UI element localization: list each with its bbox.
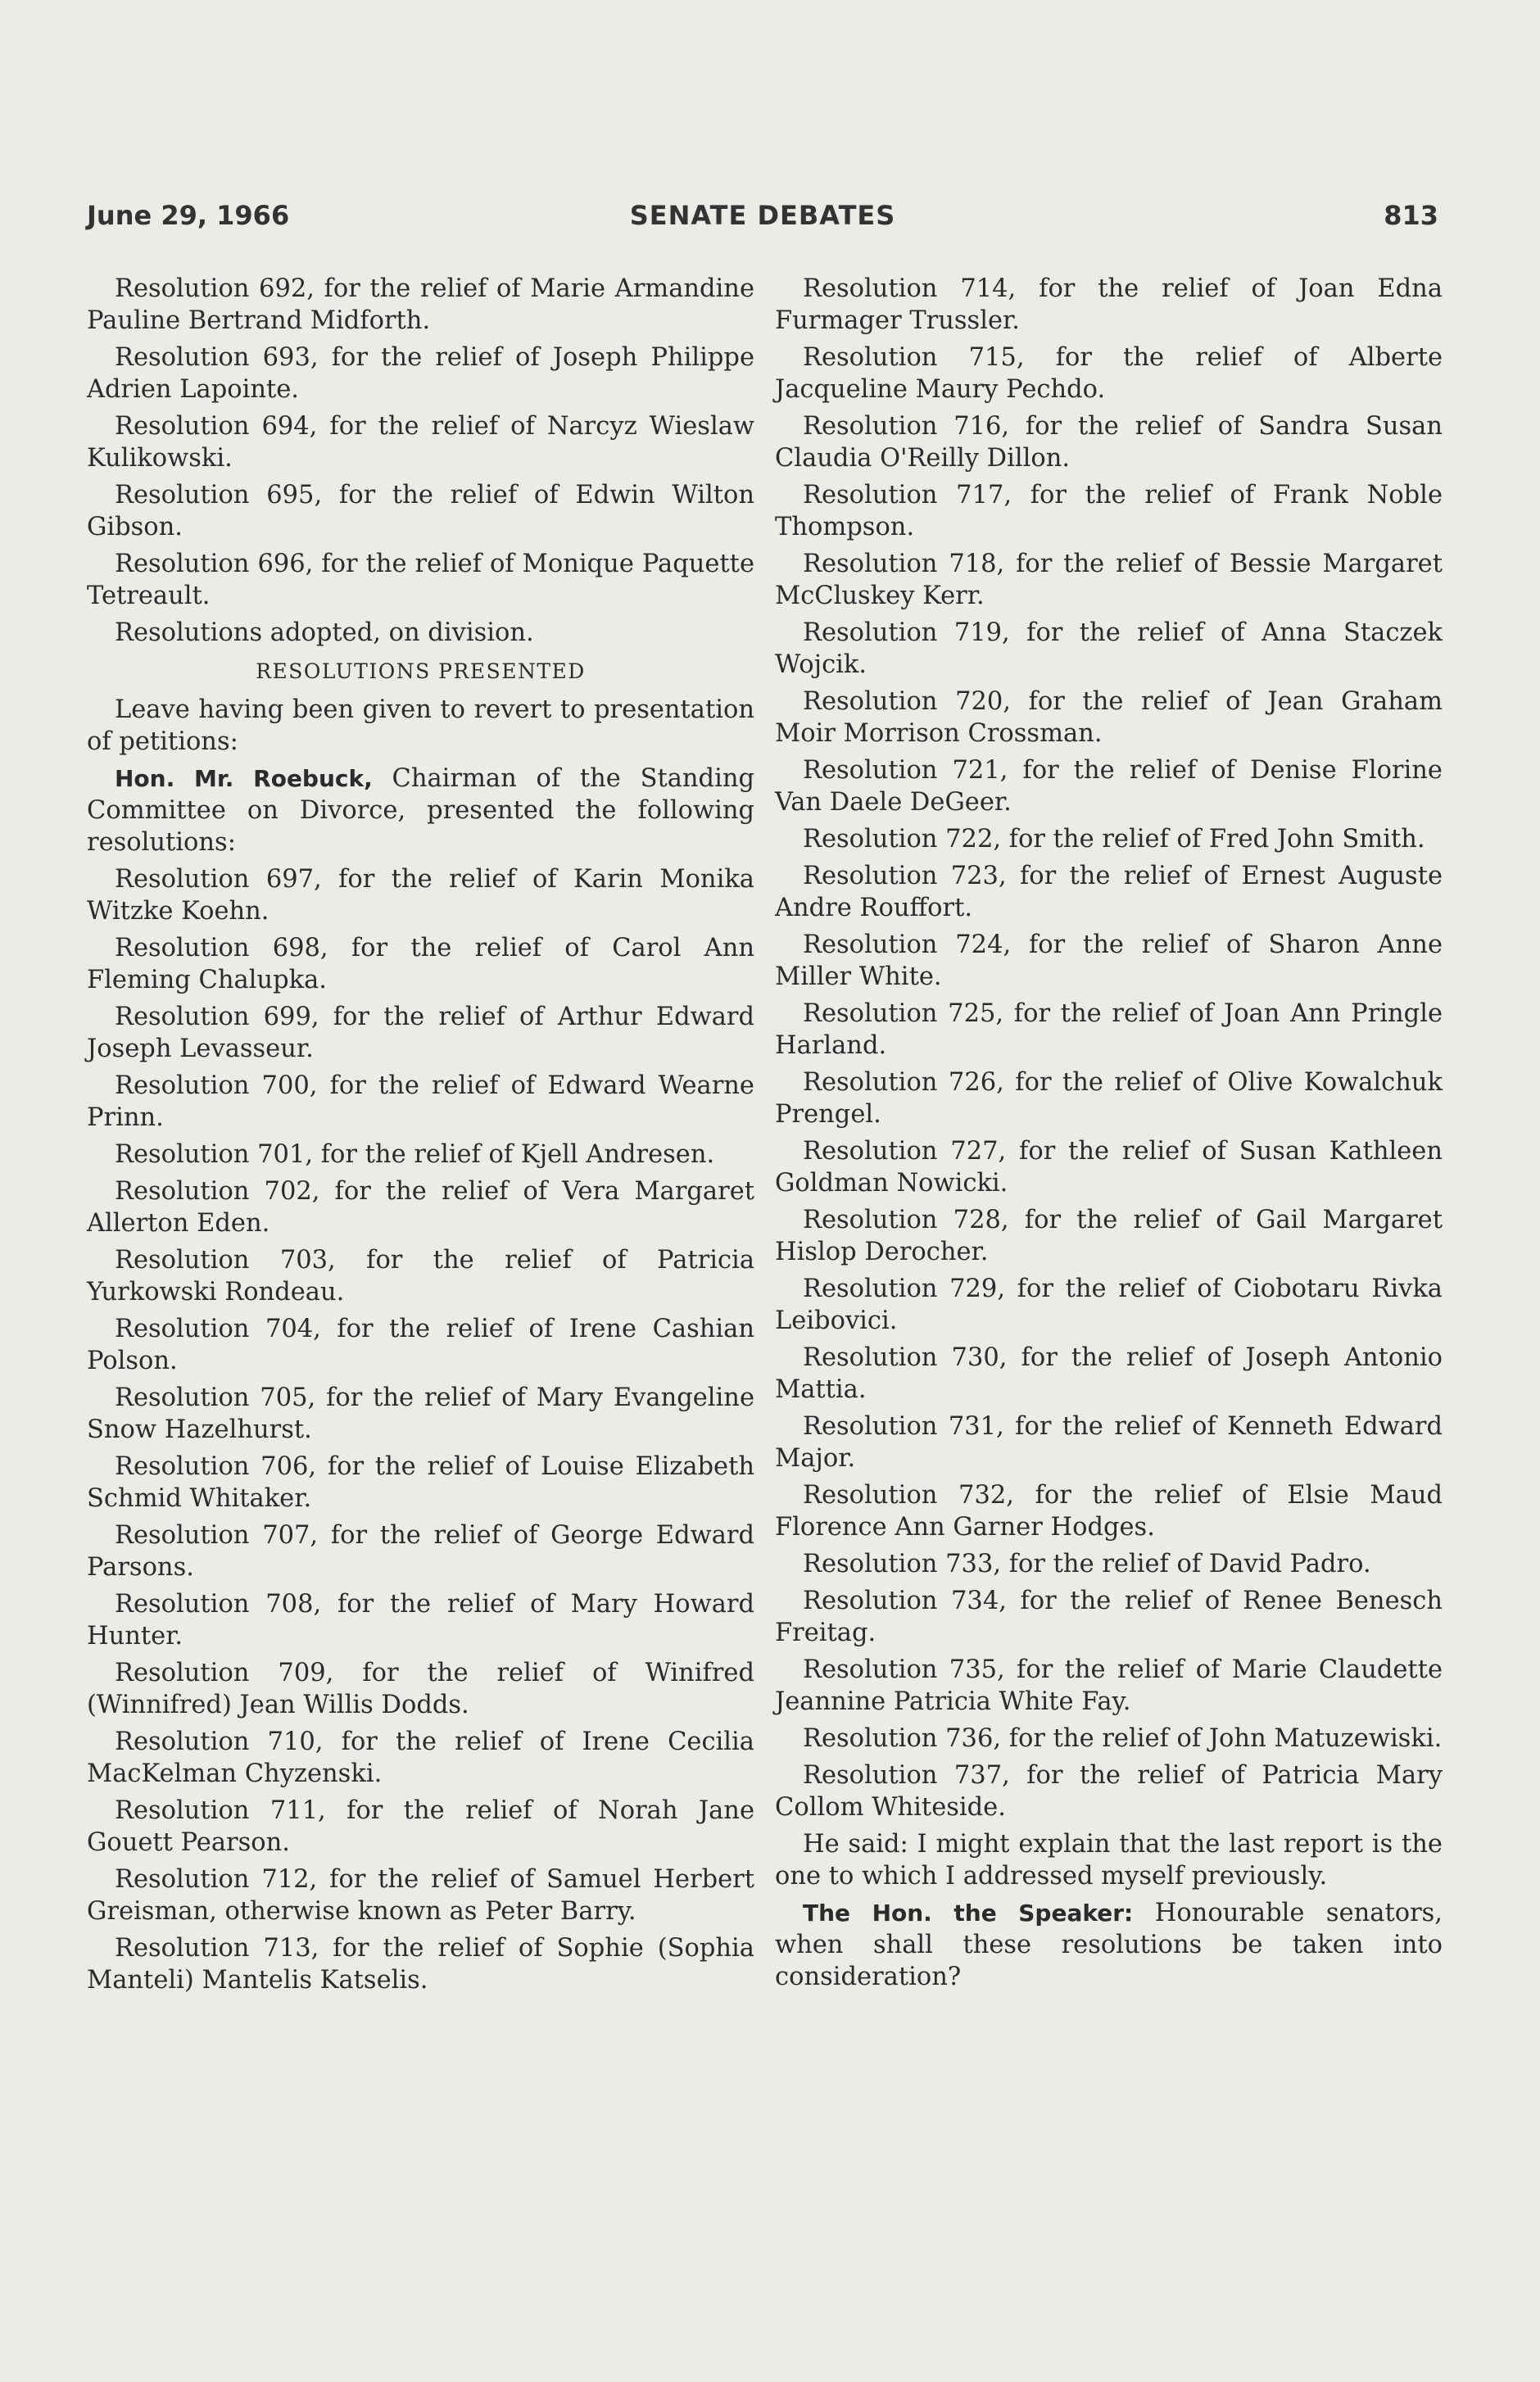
resolution-711: Resolution 711, for the relief of Norah Jane Gouett Pearson. [87, 1796, 754, 1857]
resolution-702: Resolution 702, for the relief of Vera Margaret Allerton Eden. [87, 1177, 754, 1238]
resolution-725: Resolution 725, for the relief of Joan Ann Pringle Harland. [775, 999, 1443, 1060]
speaker-name: Hon. Mr. Roebuck, [115, 765, 373, 792]
resolution-710: Resolution 710, for the relief of Irene Cecilia MacKelman Chyzenski. [87, 1728, 754, 1788]
resolution-724: Resolution 724, for the relief of Sharon Anne Miller White. [775, 931, 1443, 991]
speaker-paragraph [775, 1897, 1443, 1993]
page-header [87, 200, 1438, 241]
resolution-694: Resolution 694, for the relief of Narcyz Wieslaw Kulikowski. [87, 412, 754, 473]
section-heading: RESOLUTIONS PRESENTED [256, 659, 586, 683]
resolution-730: Resolution 730, for the relief of Joseph Antonio Mattia. [775, 1343, 1443, 1404]
resolution-723: Resolution 723, for the relief of Ernest Auguste Andre Rouffort. [775, 862, 1443, 922]
speaker-text: Chairman of the Standing Committee on Divorce, presented the following resolutions: [87, 764, 754, 857]
resolution-729: Resolution 729, for the relief of Ciobotaru Rivka Leibovici. [775, 1275, 1443, 1335]
resolution-699: Resolution 699, for the relief of Arthur Edward Joseph Levasseur. [87, 1003, 754, 1063]
resolution-732: Resolution 732, for the relief of Elsie Maud Florence Ann Garner Hodges. [775, 1481, 1443, 1542]
speaker-name-2: The Hon. the Speaker: [803, 1900, 1134, 1927]
resolution-696: Resolution 696, for the relief of Monique Paquette Tetreault. [87, 550, 754, 610]
resolution-697: Resolution 697, for the relief of Karin Monika Witzke Koehn. [87, 865, 754, 926]
resolution-695: Resolution 695, for the relief of Edwin Wilton Gibson. [87, 481, 754, 541]
resolution-698: Resolution 698, for the relief of Carol Ann Fleming Chalupka. [87, 934, 754, 994]
resolution-733: Resolution 733, for the relief of David Padro. [803, 1550, 1371, 1578]
adopted-note: Resolutions adopted, on division. [115, 618, 534, 647]
resolution-704: Resolution 704, for the relief of Irene Cashian Polson. [87, 1315, 754, 1375]
resolution-714: Resolution 714, for the relief of Joan Edna Furmager Trussler. [775, 274, 1443, 335]
resolution-726: Resolution 726, for the relief of Olive Kowalchuk Prengel. [775, 1068, 1443, 1129]
resolution-692: Resolution 692, for the relief of Marie Armandine Pauline Bertrand Midforth. [87, 274, 754, 335]
resolution-707: Resolution 707, for the relief of George Edward Parsons. [87, 1521, 754, 1582]
resolution-720: Resolution 720, for the relief of Jean Graham Moir Morrison Crossman. [775, 687, 1443, 748]
resolution-716: Resolution 716, for the relief of Sandra Susan Claudia O'Reilly Dillon. [775, 412, 1443, 473]
resolution-735: Resolution 735, for the relief of Marie Claudette Jeannine Patricia White Fay. [775, 1655, 1443, 1716]
resolution-721: Resolution 721, for the relief of Denise Florine Van Daele DeGeer. [775, 756, 1443, 817]
right-column [775, 273, 1443, 1993]
header-title: SENATE DEBATES [629, 200, 896, 231]
explain-paragraph: He said: I might explain that the last report is the one to which I addressed myself previously. [775, 1830, 1443, 1891]
resolution-701: Resolution 701, for the relief of Kjell Andresen. [115, 1140, 715, 1169]
resolution-736: Resolution 736, for the relief of John Matuzewiski. [803, 1724, 1443, 1753]
resolution-719: Resolution 719, for the relief of Anna Staczek Wojcik. [775, 618, 1443, 679]
resolution-709: Resolution 709, for the relief of Winifred (Winnifred) Jean Willis Dodds. [87, 1659, 754, 1719]
speaker-text-2: Honourable senators, when shall these resolutions be taken into consideration? [775, 1899, 1443, 1991]
resolution-712: Resolution 712, for the relief of Samuel Herbert Greisman, otherwise known as Peter Barry. [87, 1865, 754, 1926]
resolution-728: Resolution 728, for the relief of Gail Margaret Hislop Derocher. [775, 1206, 1443, 1266]
resolution-706: Resolution 706, for the relief of Louise Elizabeth Schmid Whitaker. [87, 1452, 754, 1513]
resolution-718: Resolution 718, for the relief of Bessie Margaret McCluskey Kerr. [775, 550, 1443, 610]
resolution-734: Resolution 734, for the relief of Renee Benesch Freitag. [775, 1587, 1443, 1647]
header-date: June 29, 1966 [87, 200, 290, 231]
resolution-722: Resolution 722, for the relief of Fred John Smith. [803, 825, 1425, 854]
resolution-731: Resolution 731, for the relief of Kenneth Edward Major. [775, 1412, 1443, 1473]
left-column [87, 273, 754, 1996]
resolution-693: Resolution 693, for the relief of Joseph Philippe Adrien Lapointe. [87, 343, 754, 404]
resolution-700: Resolution 700, for the relief of Edward Wearne Prinn. [87, 1071, 754, 1132]
roebuck-paragraph [87, 763, 754, 858]
resolution-737: Resolution 737, for the relief of Patricia Mary Collom Whiteside. [775, 1761, 1443, 1822]
resolution-727: Resolution 727, for the relief of Susan Kathleen Goldman Nowicki. [775, 1137, 1443, 1198]
resolution-708: Resolution 708, for the relief of Mary Howard Hunter. [87, 1590, 754, 1651]
resolution-713: Resolution 713, for the relief of Sophie (Sophia Manteli) Mantelis Katselis. [87, 1934, 754, 1995]
resolution-715: Resolution 715, for the relief of Alberte Jacqueline Maury Pechdo. [775, 343, 1443, 404]
resolution-705: Resolution 705, for the relief of Mary Evangeline Snow Hazelhurst. [87, 1383, 754, 1444]
page-number: 813 [1384, 200, 1438, 231]
resolution-703: Resolution 703, for the relief of Patricia Yurkowski Rondeau. [87, 1246, 754, 1306]
leave-paragraph: Leave having been given to revert to presentation of petitions: [87, 695, 754, 756]
resolution-717: Resolution 717, for the relief of Frank Noble Thompson. [775, 481, 1443, 541]
